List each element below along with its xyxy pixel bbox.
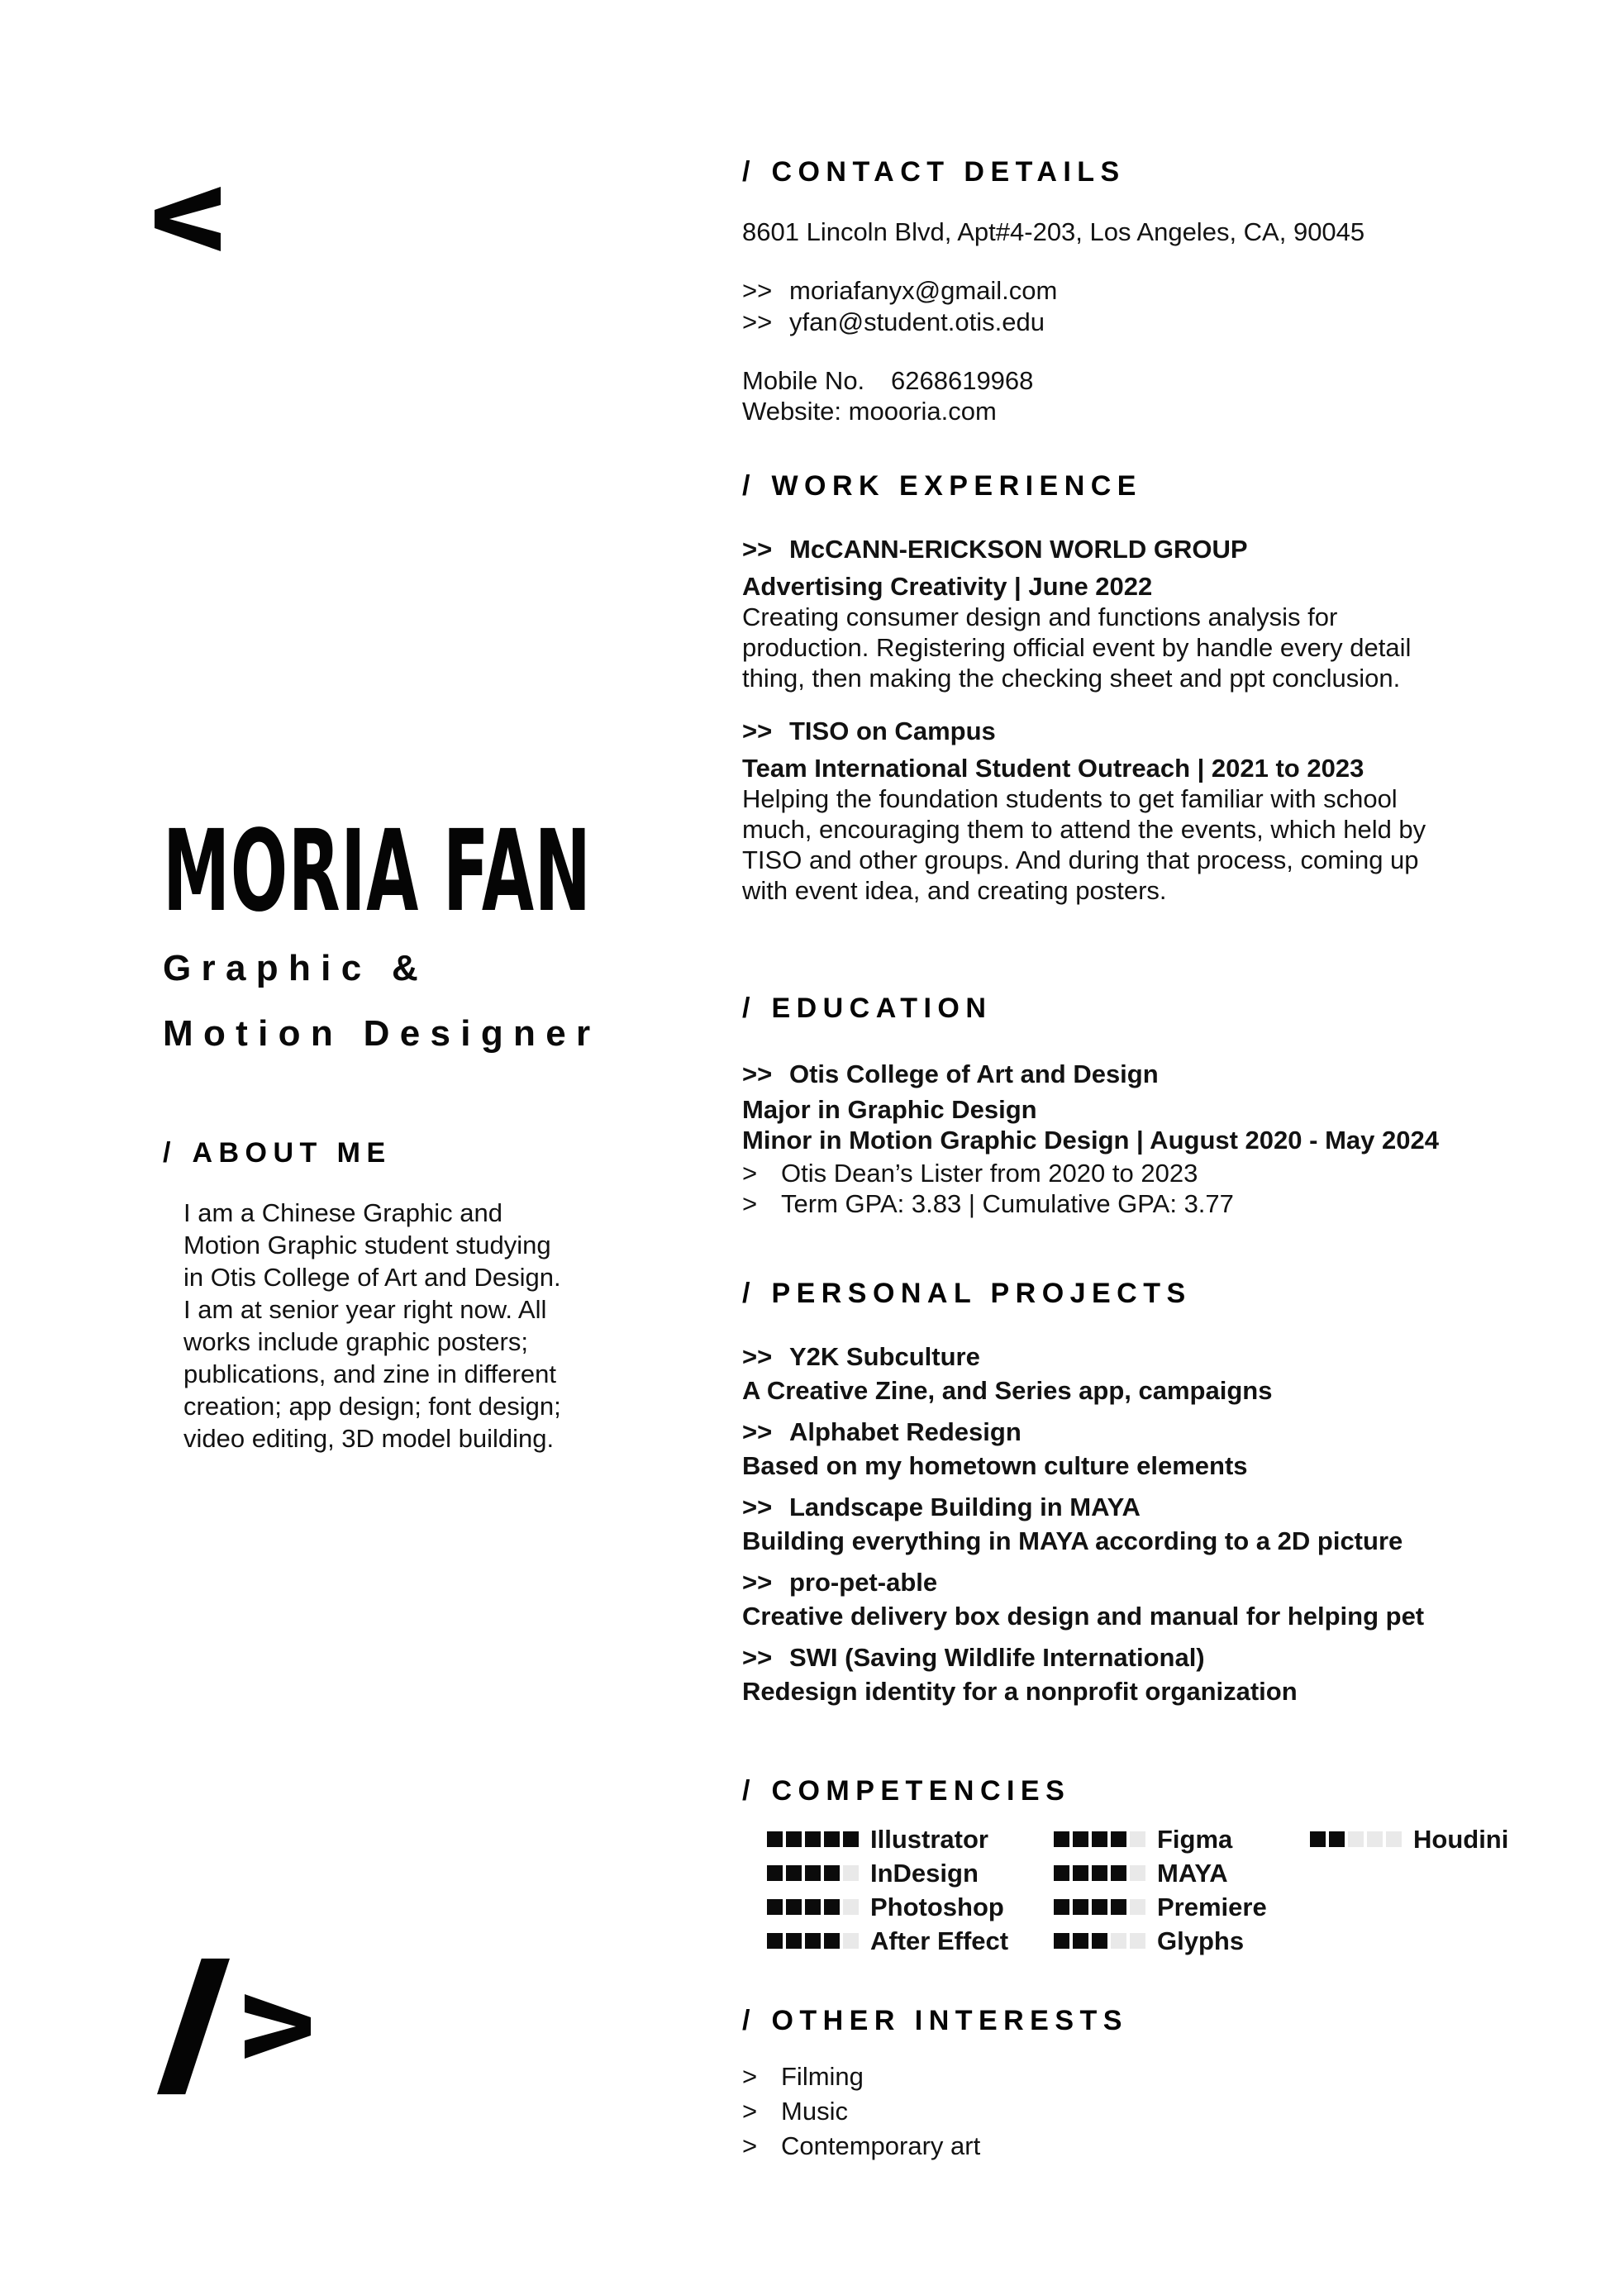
education-details [742, 1094, 1439, 1155]
list-marker: >> [742, 1568, 773, 1597]
project-description: Creative delivery box design and manual for helping pet [742, 1602, 1425, 1631]
level-empty-square-icon [1386, 1831, 1402, 1847]
project-list [742, 1341, 1424, 1707]
left-angle-icon [155, 187, 221, 251]
level-filled-square-icon [1054, 1831, 1069, 1847]
education-bullet [742, 1158, 1439, 1188]
slash-icon [157, 1957, 230, 2096]
project-title-row [742, 1492, 1424, 1523]
level-filled-square-icon [1073, 1899, 1088, 1915]
job-title-row [742, 534, 1426, 565]
interest-item [742, 2094, 1128, 2129]
skills-grid [767, 1822, 1508, 1958]
job-title-row [742, 716, 1426, 747]
level-filled-square-icon [805, 1865, 821, 1881]
level-filled-square-icon [805, 1831, 821, 1847]
job-subtitle: Advertising Creativity | June 2022 [742, 572, 1153, 601]
list-marker: > [742, 2062, 758, 2091]
level-filled-square-icon [786, 1865, 802, 1881]
phone-website-group [742, 365, 1364, 426]
skill-indesign [767, 1856, 1054, 1890]
email-address: yfan@student.otis.edu [789, 307, 1045, 336]
interest-text: Contemporary art [781, 2131, 981, 2160]
level-empty-square-icon [843, 1899, 859, 1915]
heading-slash: / [742, 993, 750, 1024]
level-empty-square-icon [1367, 1831, 1383, 1847]
school-row [742, 1059, 1439, 1090]
interest-text: Music [781, 2097, 848, 2126]
heading-slash: / [163, 1137, 171, 1169]
project-description: Redesign identity for a nonprofit organization [742, 1677, 1298, 1706]
list-marker: >> [742, 1059, 773, 1088]
section-competencies [742, 1774, 1070, 1807]
about-line: I am at senior year right now. All [183, 1295, 547, 1324]
bullet-text: Term GPA: 3.83 | Cumulative GPA: 3.77 [781, 1189, 1234, 1218]
work-heading [742, 469, 1426, 502]
list-marker: >> [742, 1493, 773, 1521]
level-filled-square-icon [1092, 1831, 1107, 1847]
skill-name: After Effect [870, 1926, 1009, 1955]
skill-houdini [1310, 1822, 1508, 1856]
about-line: Motion Graphic student studying [183, 1231, 551, 1259]
job-entry [742, 534, 1426, 693]
interest-item [742, 2129, 1128, 2164]
address: 8601 Lincoln Blvd, Apt#4-203, Los Angeles, CA, 90045 [742, 217, 1365, 246]
project-entry [742, 1417, 1424, 1482]
level-empty-square-icon [1348, 1831, 1364, 1847]
heading-text: CONTACT DETAILS [771, 156, 1126, 188]
level-filled-square-icon [1329, 1831, 1345, 1847]
level-filled-square-icon [1092, 1899, 1107, 1915]
about-text [183, 1197, 561, 1455]
list-marker: >> [742, 276, 773, 305]
person-name: MORIA FAN [163, 807, 592, 937]
job-body-line: production. Registering official event by handle every detail [742, 633, 1412, 662]
skill-level-meter [767, 1899, 859, 1915]
job-title: TISO on Campus [789, 717, 996, 745]
project-title: Y2K Subculture [789, 1342, 980, 1371]
contact-heading [742, 155, 1364, 188]
list-marker: >> [742, 1643, 773, 1672]
project-title: Landscape Building in MAYA [789, 1493, 1141, 1521]
level-filled-square-icon [1092, 1865, 1107, 1881]
email-list [742, 275, 1364, 338]
level-filled-square-icon [767, 1933, 783, 1949]
level-empty-square-icon [1130, 1831, 1145, 1847]
mobile-label: Mobile No. [742, 366, 865, 395]
heading-slash: / [742, 2005, 750, 2036]
skill-glyphs [1054, 1924, 1310, 1958]
project-entry [742, 1341, 1424, 1407]
level-filled-square-icon [1111, 1831, 1126, 1847]
skill-level-meter [1054, 1899, 1145, 1915]
project-description: A Creative Zine, and Series app, campaigns [742, 1376, 1273, 1405]
interest-item [742, 2059, 1128, 2094]
level-filled-square-icon [1073, 1865, 1088, 1881]
education-detail: Minor in Motion Graphic Design | August 2020 - May 2024 [742, 1126, 1439, 1155]
right-angle-icon [245, 1994, 311, 2059]
interest-list [742, 2059, 1128, 2164]
school-name: Otis College of Art and Design [789, 1059, 1159, 1088]
level-filled-square-icon [1054, 1899, 1069, 1915]
list-marker: >> [742, 717, 773, 745]
job-entry [742, 716, 1426, 906]
heading-text: ABOUT ME [192, 1137, 392, 1169]
skill-name: Glyphs [1157, 1926, 1245, 1955]
level-filled-square-icon [824, 1933, 840, 1949]
skill-level-meter [767, 1865, 859, 1881]
about-line: creation; app design; font design; [183, 1392, 561, 1421]
interest-text: Filming [781, 2062, 864, 2091]
skill-level-meter [1054, 1865, 1145, 1881]
level-filled-square-icon [1054, 1865, 1069, 1881]
section-education [742, 992, 1439, 1219]
level-filled-square-icon [824, 1831, 840, 1847]
list-marker: >> [742, 535, 773, 564]
level-filled-square-icon [767, 1831, 783, 1847]
heading-text: OTHER INTERESTS [771, 2005, 1128, 2036]
skill-level-meter [1054, 1831, 1145, 1847]
level-filled-square-icon [786, 1899, 802, 1915]
project-title-row [742, 1567, 1424, 1598]
level-filled-square-icon [767, 1865, 783, 1881]
bullet-text: Otis Dean’s Lister from 2020 to 2023 [781, 1159, 1198, 1188]
section-personal-projects [742, 1277, 1424, 1717]
level-empty-square-icon [1111, 1933, 1126, 1949]
section-contact-details [742, 155, 1364, 426]
skill-name: Premiere [1157, 1892, 1267, 1921]
job-body-line: TISO and other groups. And during that process, coming up [742, 845, 1419, 874]
project-title: SWI (Saving Wildlife International) [789, 1643, 1205, 1672]
list-marker: >> [742, 1417, 773, 1446]
about-line: publications, and zine in different [183, 1359, 556, 1388]
skill-after-effect [767, 1924, 1054, 1958]
level-filled-square-icon [824, 1865, 840, 1881]
project-title: Alphabet Redesign [789, 1417, 1022, 1446]
education-heading [742, 992, 1439, 1025]
project-title-row [742, 1417, 1424, 1448]
job-body-line: Helping the foundation students to get familiar with school [742, 784, 1398, 813]
job-body-line: thing, then making the checking sheet and ppt conclusion. [742, 664, 1401, 693]
level-filled-square-icon [843, 1831, 859, 1847]
list-marker: > [742, 1159, 758, 1188]
list-marker: >> [742, 1342, 773, 1371]
skill-name: Houdini [1413, 1824, 1509, 1854]
level-filled-square-icon [824, 1899, 840, 1915]
project-title: pro-pet-able [789, 1568, 938, 1597]
education-bullets [742, 1158, 1439, 1219]
job-body-line: Creating consumer design and functions analysis for [742, 602, 1338, 631]
section-work-experience [742, 469, 1426, 906]
email-row [742, 307, 1364, 338]
skill-maya [1054, 1856, 1310, 1890]
role-line-1: Graphic & [163, 948, 429, 988]
project-entry [742, 1492, 1424, 1557]
heading-text: EDUCATION [771, 993, 993, 1024]
skill-level-meter [1054, 1933, 1145, 1949]
project-title-row [742, 1341, 1424, 1373]
level-filled-square-icon [767, 1899, 783, 1915]
skill-name: Figma [1157, 1824, 1233, 1854]
level-filled-square-icon [1111, 1899, 1126, 1915]
skill-photoshop [767, 1890, 1054, 1924]
section-about-me [163, 1136, 561, 1455]
project-description: Based on my hometown culture elements [742, 1451, 1248, 1480]
skill-name: Photoshop [870, 1892, 1004, 1921]
level-filled-square-icon [786, 1933, 802, 1949]
interests-heading [742, 2004, 1128, 2037]
level-filled-square-icon [1092, 1933, 1107, 1949]
about-line: I am a Chinese Graphic and [183, 1198, 502, 1227]
job-subtitle: Team International Student Outreach | 2021 to 2023 [742, 754, 1364, 783]
email-row [742, 275, 1364, 307]
project-entry [742, 1642, 1424, 1707]
job-body-line: with event idea, and creating posters. [742, 876, 1167, 905]
list-marker: > [742, 2131, 758, 2160]
level-empty-square-icon [1130, 1933, 1145, 1949]
level-filled-square-icon [1073, 1933, 1088, 1949]
skill-level-meter [767, 1933, 859, 1949]
level-empty-square-icon [843, 1865, 859, 1881]
education-detail: Major in Graphic Design [742, 1095, 1037, 1124]
about-line: in Otis College of Art and Design. [183, 1263, 561, 1292]
list-marker: > [742, 1189, 758, 1218]
heading-slash: / [742, 1775, 750, 1807]
level-empty-square-icon [1130, 1865, 1145, 1881]
skill-level-meter [1310, 1831, 1402, 1847]
project-entry [742, 1567, 1424, 1632]
role-line-2: Motion Designer [163, 1013, 601, 1054]
heading-slash: / [742, 156, 750, 188]
heading-text: COMPETENCIES [771, 1775, 1071, 1807]
about-line: works include graphic posters; [183, 1327, 528, 1356]
mobile-number: 6268619968 [891, 366, 1034, 395]
heading-text: WORK EXPERIENCE [771, 470, 1142, 502]
level-filled-square-icon [1310, 1831, 1326, 1847]
skill-name: InDesign [870, 1858, 979, 1888]
skill-premiere [1054, 1890, 1310, 1924]
heading-text: PERSONAL PROJECTS [771, 1278, 1192, 1309]
skill-name: Illustrator [870, 1824, 988, 1854]
heading-slash: / [742, 470, 750, 502]
list-marker: >> [742, 307, 773, 336]
email-address: moriafanyx@gmail.com [789, 276, 1058, 305]
mobile-row [742, 365, 1364, 396]
skill-figma [1054, 1822, 1310, 1856]
competencies-heading [742, 1774, 1070, 1807]
skill-illustrator [767, 1822, 1054, 1856]
level-filled-square-icon [786, 1831, 802, 1847]
projects-heading [742, 1277, 1424, 1310]
level-filled-square-icon [805, 1899, 821, 1915]
person-role [163, 936, 600, 1066]
skill-name: MAYA [1157, 1858, 1228, 1888]
job-body-line: much, encouraging them to attend the events, which held by [742, 815, 1426, 844]
section-other-interests [742, 2004, 1128, 2164]
about-heading [163, 1136, 561, 1169]
education-bullet [742, 1188, 1439, 1219]
list-marker: > [742, 2097, 758, 2126]
level-filled-square-icon [1111, 1865, 1126, 1881]
heading-slash: / [742, 1278, 750, 1309]
job-title: McCANN-ERICKSON WORLD GROUP [789, 535, 1248, 564]
level-filled-square-icon [805, 1933, 821, 1949]
project-description: Building everything in MAYA according to a 2D picture [742, 1526, 1403, 1555]
level-empty-square-icon [843, 1933, 859, 1949]
about-line: video editing, 3D model building. [183, 1424, 555, 1453]
level-filled-square-icon [1054, 1933, 1069, 1949]
website-row: Website: moooria.com [742, 397, 997, 426]
project-title-row [742, 1642, 1424, 1674]
close-tag-icon [157, 1957, 311, 2096]
level-filled-square-icon [1073, 1831, 1088, 1847]
level-empty-square-icon [1130, 1899, 1145, 1915]
skill-level-meter [767, 1831, 859, 1847]
